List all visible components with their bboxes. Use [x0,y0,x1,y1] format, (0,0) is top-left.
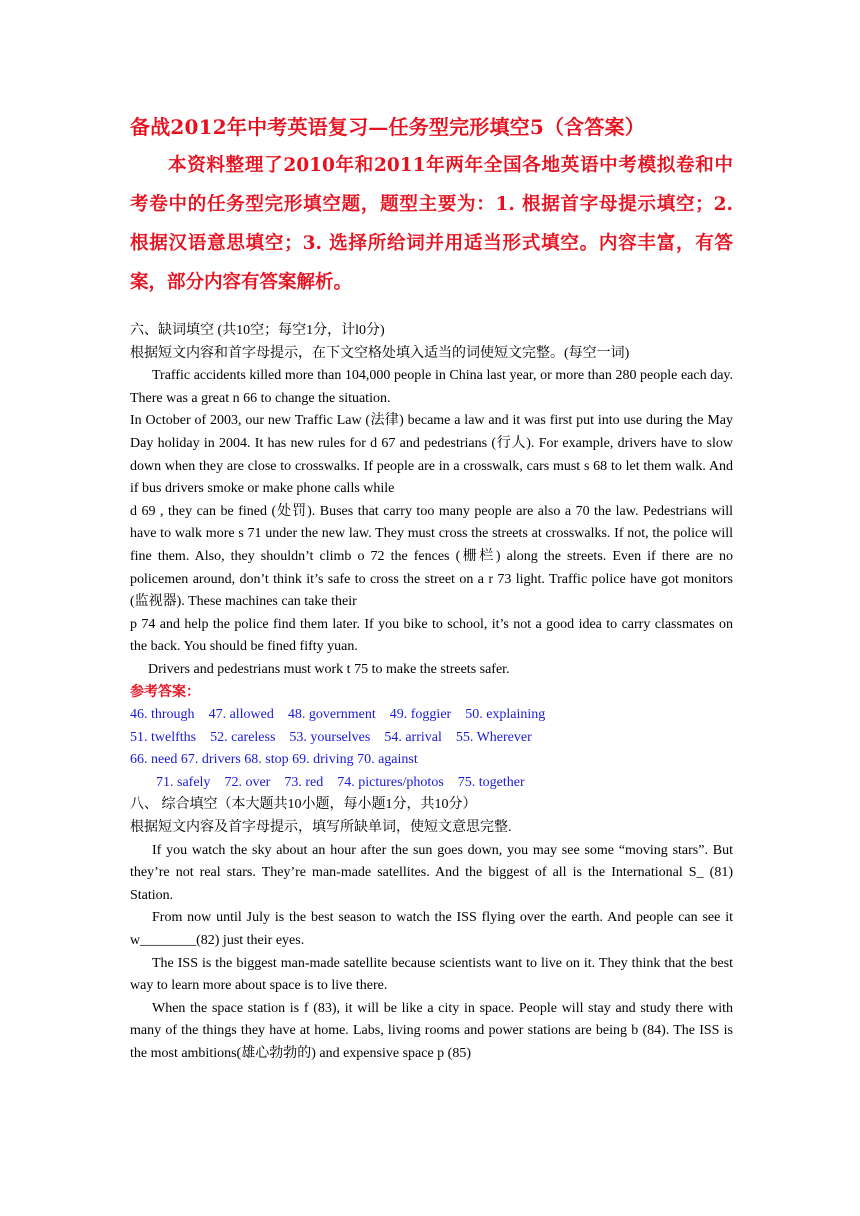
section8-paragraph-1: If you watch the sky about an hour after the sun goes down, you may see some “moving stars”. But they’re not real stars. They’re man-made satellites. And the biggest of all is the International S_ (81) Station. [130,842,733,903]
answer-item: 75. together [457,774,525,790]
answer-item: 46. through [130,707,195,723]
section8-instruction: 根据短文内容及首字母提示，填写所缺单词，使短文意思完整. [130,820,512,836]
answer-item: 74. pictures/photos [337,774,444,790]
section6-paragraph-2: In October of 2003, our new Traffic Law (法律) became a law and it was first put into use during the May Day holiday in 2004. It has new rules for d 67 and pedestrians (行人). For example, drivers have to slow down when they are close to crosswalks. If people are in a crosswalk, cars must s 68 to let them walk. And if bus drivers smoke or make phone calls while [130,413,733,497]
section6-paragraph-1: Traffic accidents killed more than 104,000 people in China last year, or more than 280 people each day. There was a great n 66 to change the situation. [130,368,733,406]
answer-item: 51. twelfths [130,729,197,745]
section6-paragraph-3: d 69 , they can be fined (处罚). Buses that carry too many people are also a 70 the law. Pedestrians will have to walk more s 71 under the new law. They must cross the streets at crosswalks. If not, the police will fine them. Also, they shouldn’t climb o 72 the fences (栅栏) along the streets. Even if there are no policemen around, don’t think it’s safe to cross the street on a r 73 light. Traffic police have got monitors (监视器). These machines can take their [130,503,733,610]
intro-paragraph: 本资料整理了2010年和2011年两年全国各地英语中考模拟卷和中考卷中的任务型完形填空题，题型主要为：1. 根据首字母提示填空；2. 根据汉语意思填空；3. 选择所给词并用适当形式填空。内容丰富，有答案，部分内容有答案解析。 [130,155,733,293]
section6-heading: 六、缺词填空 (共10空；每空1分，计l0分) [130,323,385,338]
section6-instruction: 根据短文内容和首字母提示，在下文空格处填入适当的词使短文完整。(每空一词) [130,345,630,361]
section6-paragraph-5: Drivers and pedestrians must work t 75 to make the streets safer. [148,661,510,677]
answer-item: 53. yourselves [289,729,371,745]
section8-paragraph-2: From now until July is the best season to watch the ISS flying over the earth. And people can see it w________(82) just their eyes. [130,910,733,949]
answer-row-2 [130,727,733,750]
answer-item: 48. government [287,707,376,723]
answer-row-1 [130,704,733,727]
answer-item: 54. arrival [384,729,442,745]
document-title: 备战2012年中考英语复习—任务型完形填空5（含答案） [130,115,645,139]
answer-item: 52. careless [210,729,276,745]
answer-item: 71. safely [156,774,211,790]
answer-item: 50. explaining [465,707,546,723]
answer-item: 47. allowed [208,707,274,723]
answer-row-4 [130,772,733,795]
answer-item: 73. red [284,774,324,790]
document-page [130,112,733,1066]
section8-heading: 八、 综合填空（本大题共10小题，每小题1分，共10分） [130,797,477,813]
answer-key-label: 参考答案： [130,684,200,700]
answer-row-3: 66. need 67. drivers 68. stop 69. driving 70. against [130,752,418,768]
section8-paragraph-4: When the space station is f (83), it will be like a city in space. People will stay and study there with many of the things they have at home. Labs, living rooms and power stations are being b (84). The ISS is the most ambitions(雄心勃勃的) and expensive space p (85) [130,1000,733,1061]
section8-paragraph-3: The ISS is the biggest man-made satellite because scientists want to live on it. They think that the best way to learn more about space is to live there. [130,955,733,994]
answer-item: 72. over [224,774,271,790]
answer-item: 55. Wherever [455,729,532,745]
answer-item: 49. foggier [389,707,452,723]
section6-paragraph-4: p 74 and help the police find them later. If you bike to school, it’s not a good idea to carry classmates on the back. You should be fined fifty yuan. [130,616,733,655]
